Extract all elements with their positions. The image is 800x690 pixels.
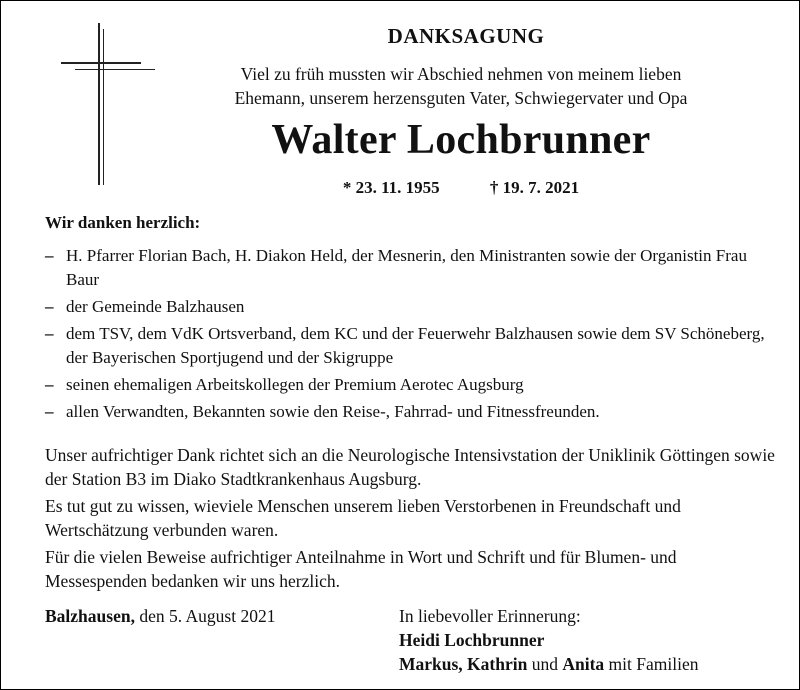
dash-icon: – [45,402,54,421]
thanks-title: Wir danken herzlich: [45,213,201,232]
list-item [45,244,775,292]
cross-icon [61,23,155,185]
birth-date: * 23. 11. 1955 [342,178,440,197]
paragraph-friendship: Es tut gut zu wissen, wieviele Menschen unserem lieben Verstorbenen in Freundschaft und Wertschätzung verbunden waren. [45,496,681,540]
dash-icon: – [45,246,54,265]
list-item-text: H. Pfarrer Florian Bach, H. Diakon Held, der Mesnerin, den Ministranten sowie der Organistin Frau Baur [66,246,747,289]
life-dates [161,178,761,198]
place-name: Balzhausen, [45,606,135,626]
dash-icon: – [45,375,54,394]
list-item-text: der Gemeinde Balzhausen [66,297,245,316]
dash-icon: – [45,297,54,316]
deceased-name: Walter Lochbrunner [271,117,651,163]
list-item-text: allen Verwandten, Bekannten sowie den Reise-, Fahrrad- und Fitnessfreunden. [66,402,600,421]
signoff-widow: Heidi Lochbrunner [399,630,545,650]
list-item [45,373,775,397]
intro-line-2: Ehemann, unserem herzensguten Vater, Schwiegervater und Opa [234,88,688,108]
dash-icon: – [45,324,54,343]
paragraph-condolences: Für die vielen Beweise aufrichtiger Anteilnahme in Wort und Schrift und für Blumen- und Messespenden bedanken wir uns herzlich. [45,547,677,591]
list-item [45,400,775,424]
list-item [45,295,775,319]
list-item-text: seinen ehemaligen Arbeitskollegen der Premium Aerotec Augsburg [66,375,524,394]
list-item-text: dem TSV, dem VdK Ortsverband, dem KC und der Feuerwehr Balzhausen sowie dem SV Schöneberg, der Bayerischen Sportjugend und der Skigruppe [66,324,765,367]
notice-heading: DANKSAGUNG [387,24,545,48]
signoff-children: Markus, Kathrin [399,654,528,674]
intro-line-1: Viel zu früh mussten wir Abschied nehmen von meinem lieben [240,64,682,84]
signoff-family [399,652,789,676]
signoff [399,604,789,676]
signoff-child: Anita [562,654,605,674]
list-item [45,322,775,370]
intro-text [161,62,761,110]
signoff-intro: In liebevoller Erinnerung: [399,606,581,626]
notice-date: den 5. August 2021 [139,606,276,626]
signoff-suffix: mit Familien [608,654,699,674]
place-date [45,604,275,628]
thanks-list [45,244,775,427]
paragraph-clinic: Unser aufrichtiger Dank richtet sich an die Neurologische Intensivstation der Uniklinik Göttingen sowie der Station B3 im Diako Stadtkrankenhaus Augsburg. [45,445,775,489]
death-date: † 19. 7. 2021 [489,178,580,197]
signoff-and: und [531,654,558,674]
